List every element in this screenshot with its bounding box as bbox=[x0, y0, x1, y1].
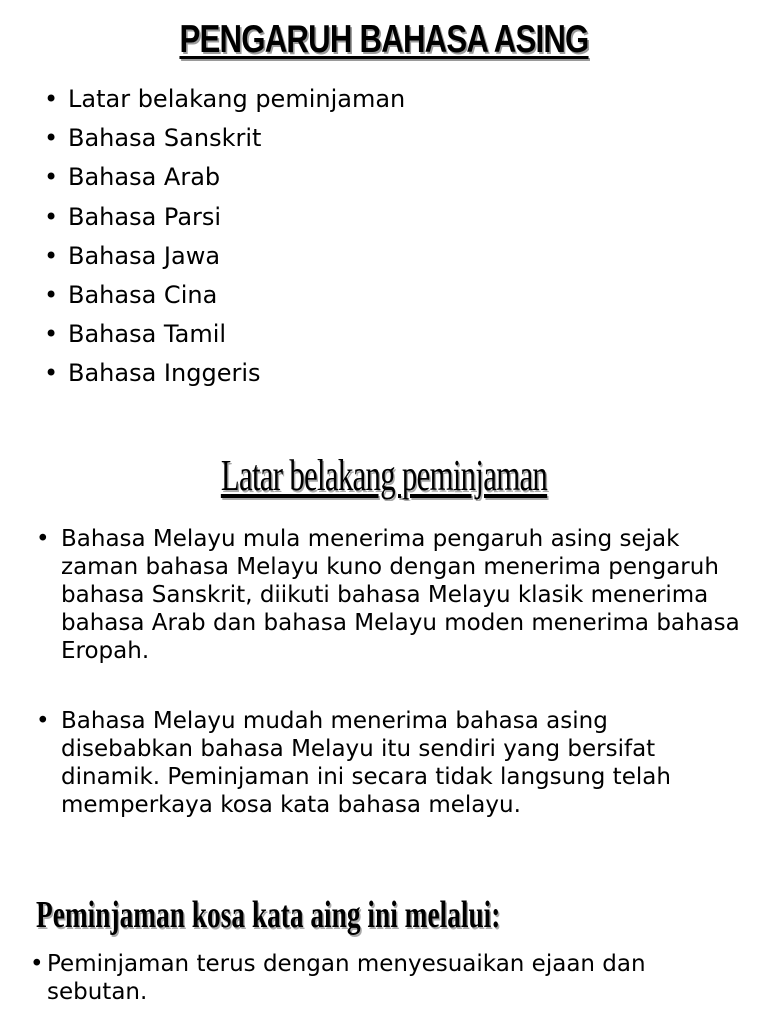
section-heading-background: Latar belakang peminjaman bbox=[220, 451, 548, 500]
list-item-text: Bahasa Tamil bbox=[68, 320, 227, 349]
list-item bbox=[44, 237, 405, 276]
list-item-text: Bahasa Cina bbox=[68, 280, 218, 309]
bullet: • bbox=[44, 124, 59, 153]
list-item-text: Latar belakang peminjaman bbox=[68, 85, 406, 113]
bullet: • bbox=[44, 241, 59, 270]
bullet: • bbox=[44, 359, 59, 388]
bullet: • bbox=[36, 526, 50, 552]
bullet: • bbox=[44, 163, 59, 192]
borrowing-point-text: Peminjaman terus dengan menyesuaikan ejaan dan sebutan. bbox=[47, 951, 646, 1005]
list-item bbox=[44, 80, 405, 119]
bullet: • bbox=[44, 202, 59, 231]
paragraph-dynamic bbox=[36, 707, 746, 819]
list-item-text: Bahasa Inggeris bbox=[68, 359, 261, 388]
bullet: • bbox=[36, 708, 50, 734]
list-item bbox=[44, 276, 405, 315]
list-item bbox=[44, 315, 405, 354]
paragraph-text: Bahasa Melayu mudah menerima bahasa asing disebabkan bahasa Melayu itu sendiri yang bersifat dinamik. Peminjaman ini secara tidak langsung telah memperkaya kosa kata bahasa melayu. bbox=[61, 708, 671, 818]
list-item-text: Bahasa Arab bbox=[68, 163, 221, 192]
list-item bbox=[44, 158, 405, 197]
page-title: PENGARUH BAHASA ASING bbox=[179, 18, 589, 61]
list-item bbox=[44, 198, 405, 237]
list-item bbox=[44, 354, 405, 393]
bullet: • bbox=[30, 951, 44, 977]
borrowing-point bbox=[30, 950, 750, 1006]
paragraph-history bbox=[36, 525, 746, 665]
bullet: • bbox=[44, 85, 59, 113]
section-heading-borrowing: Peminjaman kosa kata aing ini melalui: bbox=[36, 894, 501, 936]
list-item-text: Bahasa Jawa bbox=[68, 241, 221, 270]
paragraph-text: Bahasa Melayu mula menerima pengaruh asing sejak zaman bahasa Melayu kuno dengan menerima pengaruh bahasa Sanskrit, diikuti bahasa Melayu klasik menerima bahasa Arab dan bahasa Melayu moden menerima bahasa Eropah. bbox=[61, 526, 740, 664]
list-item-text: Bahasa Sanskrit bbox=[68, 124, 262, 153]
list-item bbox=[44, 119, 405, 158]
list-item-text: Bahasa Parsi bbox=[68, 202, 222, 231]
topic-list bbox=[44, 80, 405, 394]
bullet: • bbox=[44, 280, 59, 309]
bullet: • bbox=[44, 320, 59, 349]
